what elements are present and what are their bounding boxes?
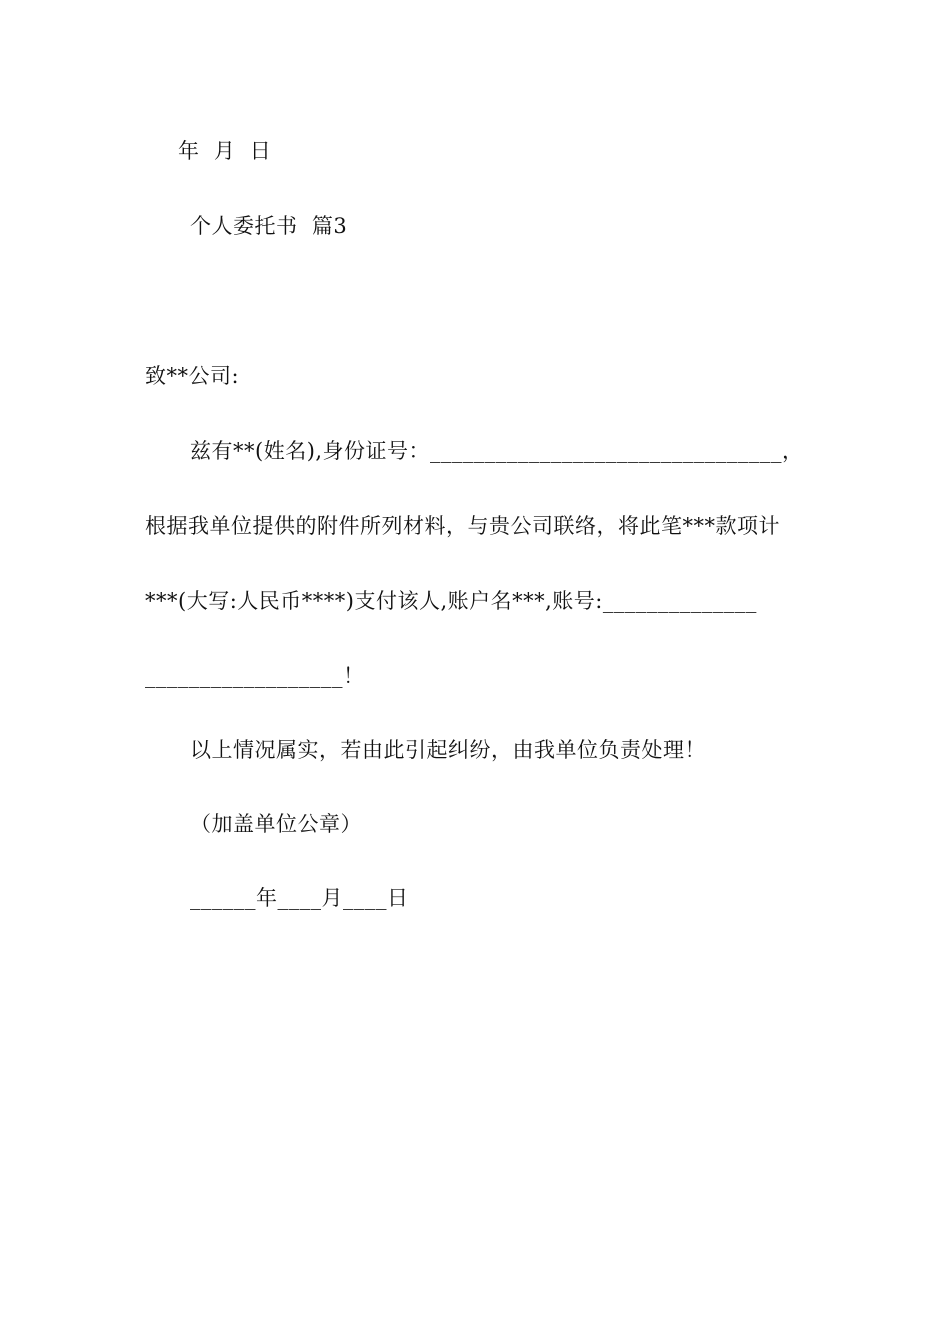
body-line-1: 兹有**(姓名),身份证号：________________________________， (190, 439, 804, 463)
body-line-4: __________________！ (145, 664, 365, 688)
date-line-bottom: ______年____月____日 (190, 886, 409, 910)
salutation: 致**公司: (145, 364, 240, 388)
seal-note: （加盖单位公章） (190, 812, 362, 836)
date-line-top: 年 月 日 (178, 139, 272, 163)
body-line-2: 根据我单位提供的附件所列材料，与贵公司联络，将此笔***款项计 (145, 514, 780, 538)
document-title: 个人委托书 篇3 (190, 214, 348, 238)
body-line-3: ***(大写:人民币****)支付该人,账户名***,账号:______________ (145, 589, 757, 613)
body-paragraph-2: 以上情况属实，若由此引起纠纷，由我单位负责处理！ (190, 738, 706, 762)
